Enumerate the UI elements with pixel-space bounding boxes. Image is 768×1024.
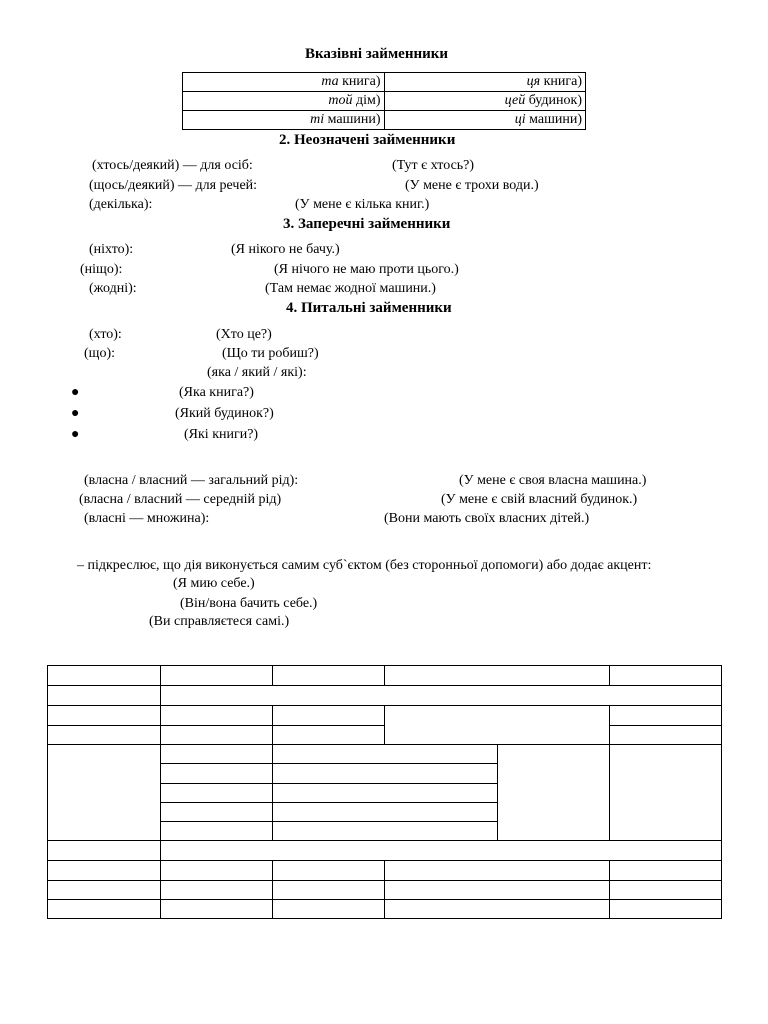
grid-line [497,744,498,841]
reflexive-example-1: (Я мию себе.) [173,576,255,591]
bullet-item-1: (Яка книга?) [179,385,254,400]
bullet-icon: ● [71,406,80,421]
table-cell [384,73,586,92]
section2-line-3-right: (У мене є кілька книг.) [295,197,430,212]
word-italic: ті [310,112,325,127]
table-cell [183,92,385,111]
bullet-icon: ● [71,385,80,400]
word-rest: машини) [525,112,582,127]
section4-line-2-right: (Що ти робиш?) [222,346,319,361]
grid-line [384,705,385,745]
section2-line-2-right: (У мене є трохи води.) [405,178,539,193]
grid-line [609,705,610,841]
possessive-line-3-right: (Вони мають своїх власних дітей.) [384,511,590,526]
grid-line [47,725,384,726]
table-row [183,73,586,92]
possessive-line-1-right: (У мене є своя власна машина.) [459,473,647,488]
word-rest: книга) [540,74,582,89]
section3-heading: 3. Заперечні займенники [283,216,451,232]
grid-line [384,665,385,686]
section4-line-1-right: (Хто це?) [216,327,272,342]
section3-line-1-left: (ніхто): [89,242,134,257]
grid-line [272,665,273,686]
grid-line [384,860,385,919]
section3-line-3-right: (Там немає жодної машини.) [265,281,436,296]
reflexive-example-3: (Ви справляєтеся самі.) [149,614,290,629]
grid-line [160,763,497,764]
word-italic: та [321,74,339,89]
grid-line [721,665,722,919]
word-italic: цей [504,93,526,108]
table-cell [183,73,385,92]
section4-which: (яка / який / які): [207,365,307,380]
demonstrative-table [182,72,586,130]
possessive-line-3-left: (власні — множина): [84,511,210,526]
section2-heading: 2. Неозначені займенники [279,132,456,148]
table-row [183,111,586,130]
grid-line [47,840,721,841]
word-rest: машини) [324,112,381,127]
bullet-item-2: (Який будинок?) [175,406,274,421]
grid-line [272,860,273,919]
section3-line-2-left: (нiщо): [80,262,123,277]
section4-heading: 4. Питальні займенники [286,300,452,316]
section4-line-2-left: (що): [84,346,115,361]
section3-line-3-left: (жодні): [89,281,137,296]
table-cell [384,92,586,111]
section4-line-1-left: (хто): [89,327,122,342]
grid-line [160,783,497,784]
section2-line-1-right: (Тут є хтось?) [392,158,475,173]
grid-line [609,860,610,919]
page-title: Вказівні займенники [305,46,449,62]
word-italic: ці [514,112,526,127]
table-row [183,92,586,111]
section2-line-3-left: (декілька): [89,197,153,212]
reflexive-example-2: (Він/вона бачить себе.) [180,596,318,611]
reflexive-intro: – підкреслює, що дія виконується самим суб`єктом (без сторонньої допомоги) або додає акцент: [77,558,652,573]
grid-line [160,802,497,803]
section3-line-1-right: (Я нікого не бачу.) [231,242,340,257]
word-rest: книга) [338,74,381,89]
word-rest: будинок) [525,93,582,108]
word-rest: дім) [352,93,381,108]
bullet-item-3: (Які книги?) [184,427,259,442]
grid-line [609,665,610,686]
section2-line-2-left: (щось/деякий) — для речей: [89,178,258,193]
section3-line-2-right: (Я нічого не маю проти цього.) [274,262,459,277]
possessive-line-2-right: (У мене є свій власний будинок.) [441,492,638,507]
possessive-line-1-left: (власна / власний — загальний рід): [84,473,299,488]
grid-line [160,665,161,919]
word-italic: ця [526,74,541,89]
possessive-line-2-left: (власна / власний — середній рід) [79,492,282,507]
section2-line-1-left: (хтось/деякий) — для осіб: [92,158,253,173]
table-cell [384,111,586,130]
grid-line [160,821,497,822]
table-cell [183,111,385,130]
grid-line [272,705,273,841]
bullet-icon: ● [71,427,80,442]
grid-line [609,725,721,726]
word-italic: той [328,93,353,108]
